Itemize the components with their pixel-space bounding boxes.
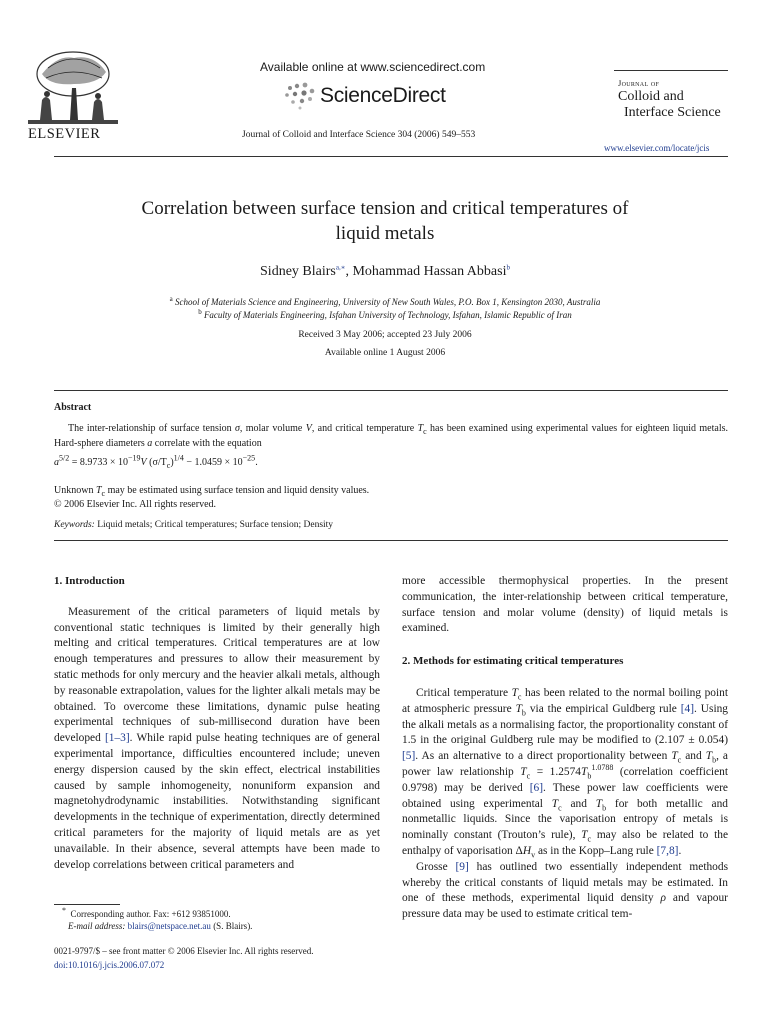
available-online-date: Available online 1 August 2006: [324, 348, 446, 358]
text-span: . Using the alkali metals as a normalising factor, the proportionality constant of 1.5 in the original Guldberg rule may be modified to (2.107 ± 0.054): [402, 702, 729, 747]
right-column: [402, 574, 728, 923]
email-link[interactable]: blairs@netspace.net.au: [127, 921, 211, 931]
author-1: Sidney Blairs: [260, 264, 336, 279]
corresponding-author-note: [62, 906, 231, 919]
affil-a-text: School of Materials Science and Engineering, University of New South Wales, P.O. Box 1, Kensington 2030, Australia: [175, 297, 601, 307]
author-email-note: [68, 921, 252, 931]
text-span: . These power law coefficients were obtained using experimental: [402, 781, 728, 810]
subscript-c: c: [517, 692, 522, 702]
citation-link[interactable]: [4]: [680, 702, 695, 715]
abstract-unknown-tc: [54, 485, 369, 496]
keywords-list: Liquid metals; Critical temperatures; Surface tension; Density: [94, 520, 334, 530]
eq-lhs-exp: 5/2: [59, 453, 70, 463]
abstract-heading: Abstract: [54, 402, 92, 413]
issn-line: 0021-9797/$ – see front matter © 2006 Elsevier Inc. All rights reserved.: [54, 946, 314, 956]
affiliation-b: [60, 310, 710, 320]
eq-close: ): [170, 457, 174, 468]
abstract-span: , molar volume: [239, 423, 306, 434]
abstract-span: correlate with the equation: [152, 438, 262, 449]
text-span: . While rapid pulse heating techniques are of general experimental importance, difficulties encountered include; uneven energy dispersion caused by the skin effect, electrical instabilities caused by sample inhomogeneity, nonuniform expansion and magnetohydrodynamic instabilities. Notwithstanding significant developments in the technique of experimentation, directly determined critical parameters for the majority of liquid metals are as yet unavailable. In their absence, several attempts have been made to develop correlations between critical parameters and: [54, 732, 380, 871]
affiliation-a: [60, 297, 710, 307]
symbol-rho: ρ: [660, 892, 666, 905]
exponent: 1.0788: [591, 763, 614, 773]
symbol-t: T: [95, 485, 102, 496]
title-line-1: Correlation between surface tension and critical temperatures of: [141, 198, 629, 219]
methods-paragraph-2: [402, 860, 728, 923]
text-span: may also be related to the enthalpy of vaporisation Δ: [402, 829, 729, 857]
abstract-top-rule: [54, 390, 728, 391]
eq-paren: (σ/T: [146, 457, 167, 468]
eq-coef2: − 1.0459 × 10: [183, 457, 243, 468]
symbol-t: T: [705, 750, 713, 763]
available-online-text: Available online at www.sciencedirect.com: [260, 60, 486, 74]
eq-lhs: a: [54, 457, 59, 468]
abstract-span: has been examined using experimental values for eighteen liquid metals. Hard-sphere diameters: [54, 423, 728, 449]
affil-b-mark: b: [198, 308, 202, 316]
symbol-h: H: [522, 844, 532, 857]
text-span: Grosse: [416, 860, 456, 873]
subscript-v: v: [531, 850, 536, 860]
section-heading-introduction: 1. Introduction: [54, 575, 125, 587]
author-2: Mohammad Hassan Abbasi: [352, 264, 507, 279]
continued-paragraph: more accessible thermophysical properties. In the present communication, the inter-relationship between critical temperature, surface tension and molar volume (density) of liquid metals is examined.: [402, 575, 728, 635]
methods-paragraph-1: [402, 686, 728, 860]
citation-link[interactable]: [6]: [529, 781, 544, 794]
abstract-bottom-rule: [54, 540, 728, 541]
text-span: has been related to the normal boiling point at atmospheric pressure: [402, 686, 728, 715]
abstract-equation: [54, 453, 258, 470]
eq-exp2: 1/4: [173, 453, 184, 463]
subscript-c: c: [101, 489, 106, 498]
corresponding-text: Corresponding author. Fax: +612 93851000.: [70, 909, 231, 919]
text-span: as in the Kopp–Lang rule: [535, 844, 657, 857]
citation-link[interactable]: [1–3]: [104, 732, 130, 745]
eq-end: .: [255, 457, 258, 468]
symbol-a: a: [147, 438, 153, 449]
text-span: (correlation coefficient 0.9798) may be derived: [402, 765, 729, 794]
footnote-rule: [54, 904, 120, 905]
text-span: for both metallic and nonmetallic liquids. Since the vaporisation entropy of metals is nominally constant (Trouton’s rule),: [402, 797, 728, 842]
affil-b-text: Faculty of Materials Engineering, Isfahan University of Technology, Isfahan, Islamic Republic of Iran: [203, 310, 572, 320]
symbol-sigma: σ: [234, 423, 240, 434]
intro-paragraph: [54, 605, 380, 874]
citation-link[interactable]: [7,8]: [656, 844, 679, 857]
eq-coef1: = 8.9733 × 10: [69, 457, 129, 468]
journal-citation: Journal of Colloid and Interface Science 304 (2006) 549–553: [242, 130, 476, 140]
text-span: via the empirical Guldberg rule: [525, 702, 681, 715]
subscript-c: c: [558, 802, 562, 812]
journal-url-link[interactable]: www.elsevier.com/locate/jcis: [604, 143, 710, 153]
symbol-v: V: [305, 423, 312, 434]
eq-exp3: −25: [242, 453, 256, 463]
section-heading-methods: 2. Methods for estimating critical temperatures: [402, 655, 624, 668]
abstract-span: may be estimated using surface tension and liquid density values.: [105, 485, 370, 496]
journal-title-line1: Colloid and: [618, 89, 684, 104]
author-2-affil-mark[interactable]: b: [506, 263, 510, 272]
elsevier-tree-logo: [28, 48, 118, 126]
symbol-t: T: [671, 750, 678, 763]
symbol-t: T: [520, 765, 527, 778]
journal-title-line2: Interface Science: [624, 105, 721, 120]
doi-link[interactable]: doi:10.1016/j.jcis.2006.07.072: [54, 960, 165, 970]
text-span: and vapour pressure data may be used to estimate critical tem-: [402, 892, 728, 921]
subscript-c: c: [423, 427, 427, 436]
eq-exp1: −19: [128, 453, 141, 463]
received-dates: Received 3 May 2006; accepted 23 July 2006: [298, 330, 472, 340]
footnote-mark: *: [62, 906, 66, 915]
affil-a-mark: a: [169, 295, 173, 303]
text-span: . As an alternative to a direct proportionality between: [415, 750, 672, 763]
subscript-c: c: [526, 771, 531, 781]
eq-sub-c: c: [166, 461, 171, 470]
symbol-t: T: [515, 702, 522, 715]
symbol-t: T: [551, 797, 559, 810]
symbol-t: T: [511, 686, 518, 699]
email-label: E-mail address:: [68, 921, 126, 931]
citation-link[interactable]: [5]: [402, 750, 416, 763]
article-title: [60, 196, 710, 246]
author-list: [60, 264, 710, 280]
left-column: [54, 574, 380, 873]
abstract-span: Unknown: [54, 485, 96, 496]
subscript-b: b: [521, 708, 526, 718]
journal-rule: [614, 70, 728, 71]
subscript-b: b: [712, 755, 717, 765]
header-divider: [54, 156, 728, 157]
text-span: = 1.2574: [530, 765, 581, 778]
subscript-b: b: [602, 802, 607, 812]
citation-link[interactable]: [9]: [455, 860, 469, 873]
text-span: and: [681, 750, 706, 763]
text-span: , a power law relationship: [402, 750, 728, 778]
subscript-c: c: [587, 834, 592, 844]
eq-v: V: [140, 457, 147, 468]
symbol-t: T: [417, 423, 424, 434]
keywords-line: [54, 520, 333, 530]
journal-label-small: Journal of: [618, 78, 660, 88]
text-span: and: [561, 797, 596, 810]
author-1-affil-mark[interactable]: a,∗: [335, 263, 346, 272]
author-separator: ,: [345, 264, 353, 279]
symbol-t: T: [581, 829, 588, 842]
text-span: .: [678, 844, 682, 857]
abstract-span: , and critical temperature: [311, 423, 418, 434]
text-span: Measurement of the critical parameters of liquid metals by conventional static techniques is limited by their generally high melting and critical temperatures. Critical temperatures are at low enough temperatures and pressures to allow their measurement by static methods for only mercury and the heavier alkali metals, although by reasonable extrapolation, values for the lighter alkali metals may be obtained. To overcome these limitations, dynamic pulse heating experimental techniques of sub-millisecond duration have been developed: [54, 605, 380, 745]
publisher-name: ELSEVIER: [28, 126, 101, 142]
symbol-t: T: [581, 765, 588, 778]
sciencedirect-logo-text[interactable]: ScienceDirect: [320, 84, 446, 107]
text-span: has outlined two essentially independent methods whereby the critical constants of liquid metals may be estimated. In one of these methods, experimental liquid density: [402, 860, 728, 905]
subscript-c: c: [677, 755, 682, 765]
symbol-t: T: [595, 797, 603, 810]
subscript-b: b: [587, 771, 592, 781]
abstract-copyright: © 2006 Elsevier Inc. All rights reserved.: [54, 499, 217, 510]
abstract-span: The inter-relationship of surface tension: [68, 423, 235, 434]
keywords-label: Keywords:: [54, 520, 95, 530]
abstract-text: [54, 421, 728, 451]
title-line-2: liquid metals: [335, 223, 435, 244]
text-span: Critical temperature: [416, 686, 512, 699]
email-suffix: (S. Blairs).: [210, 921, 253, 931]
